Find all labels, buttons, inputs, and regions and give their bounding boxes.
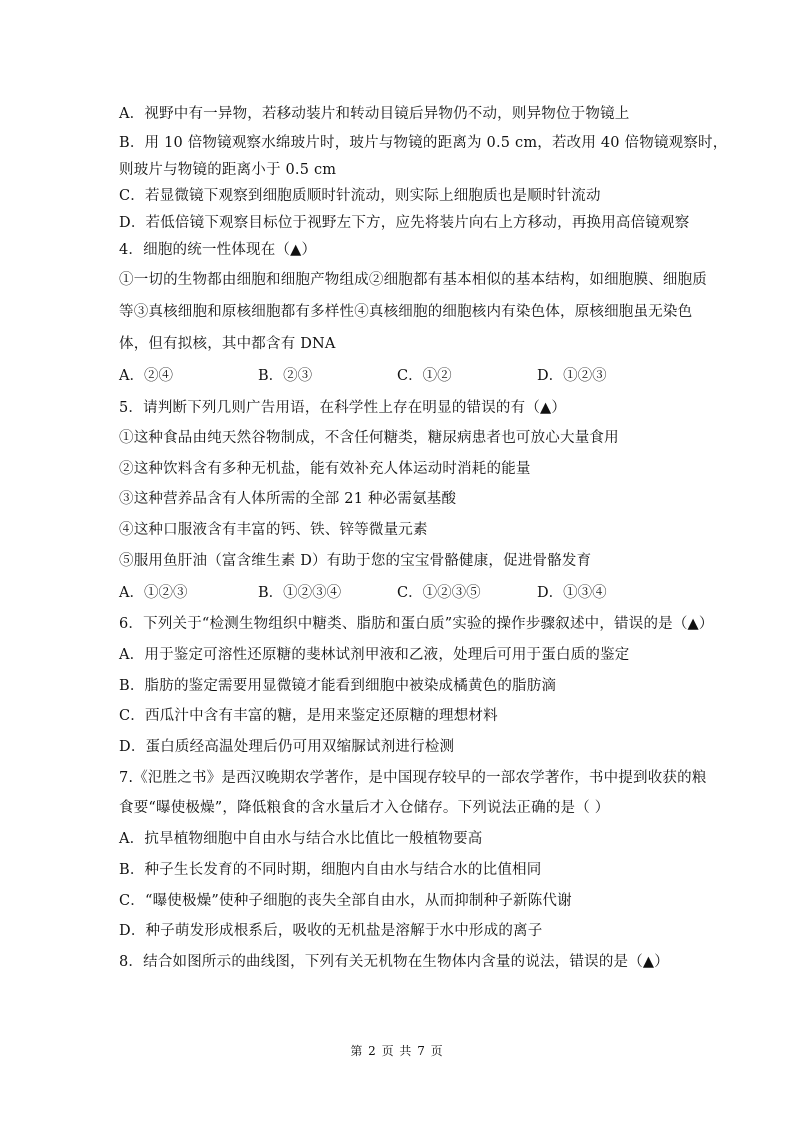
q7-option-a: A．抗旱植物细胞中自由水与结合水比值比一般植物要高	[119, 831, 483, 847]
q5-item-4: ④这种口服液含有丰富的钙、铁、锌等微量元素	[119, 522, 428, 538]
q5-option-b: B．①②③④	[258, 585, 342, 601]
q7-option-c: C．“曝使极燥”使种子细胞的丧失全部自由水，从而抑制种子新陈代谢	[119, 893, 572, 909]
q5-item-1: ①这种食品由纯天然谷物制成，不含任何糖类，糖尿病患者也可放心大量食用	[119, 430, 619, 446]
q5-item-3: ③这种营养品含有人体所需的全部 21 种必需氨基酸	[119, 491, 457, 507]
q6-option-a: A．用于鉴定可溶性还原糖的斐林试剂甲液和乙液，处理后可用于蛋白质的鉴定	[119, 647, 630, 663]
q5-item-2: ②这种饮料含有多种无机盐，能有效补充人体运动时消耗的能量	[119, 461, 531, 477]
q4-stem: 4．细胞的统一性体现在（▲）	[119, 242, 317, 258]
q6-option-d: D．蛋白质经高温处理后仍可用双缩脲试剂进行检测	[119, 739, 455, 755]
q7-option-d: D．种子萌发形成根系后，吸收的无机盐是溶解于水中形成的离子	[119, 923, 543, 939]
q6-option-c: C．西瓜汁中含有丰富的糖，是用来鉴定还原糖的理想材料	[119, 708, 498, 724]
q7-stem-line2: 食要“曝使极燥”，降低粮食的含水量后才入仓储存。下列说法正确的是（ ）	[119, 800, 610, 816]
q4-body-line3: 体，但有拟核，其中都含有 DNA	[119, 336, 336, 352]
q3-option-d: D．若低倍镜下观察目标位于视野左下方，应先将装片向右上方移动，再换用高倍镜观察	[119, 215, 690, 231]
q4-option-b: B．②③	[258, 368, 313, 384]
q8-stem: 8．结合如图所示的曲线图，下列有关无机物在生物体内含量的说法，错误的是（▲）	[119, 954, 669, 970]
q5-option-d: D．①③④	[537, 585, 607, 601]
q4-body-line2: 等③真核细胞和原核细胞都有多样性④真核细胞的细胞核内有染色体，原核细胞虽无染色	[119, 304, 693, 320]
q3-option-a: A．视野中有一异物，若移动装片和转动目镜后异物仍不动，则异物位于物镜上	[119, 106, 630, 122]
q4-option-c: C．①②	[397, 368, 452, 384]
q7-option-b: B．种子生长发育的不同时期，细胞内自由水与结合水的比值相同	[119, 862, 542, 878]
q4-option-a: A．②④	[119, 368, 173, 384]
q3-option-b-line1: B．用 10 倍物镜观察水绵玻片时，玻片与物镜的距离为 0.5 cm，若改用 40 倍物镜观察时，	[119, 135, 728, 151]
q7-stem-line1: 7.《氾胜之书》是西汉晚期农学著作，是中国现存较早的一部农学著作，书中提到收获的粮	[119, 770, 707, 786]
q5-option-a: A．①②③	[119, 585, 188, 601]
q6-option-b: B．脂肪的鉴定需要用显微镜才能看到细胞中被染成橘黄色的脂肪滴	[119, 678, 557, 694]
page-footer: 第 2 页 共 7 页	[350, 1044, 444, 1058]
q6-stem: 6．下列关于“检测生物组织中糖类、脂肪和蛋白质”实验的操作步骤叙述中，错误的是（▲）	[119, 616, 714, 632]
q3-option-b-line2: 则玻片与物镜的距离小于 0.5 cm	[119, 162, 337, 178]
q5-stem: 5．请判断下列几则广告用语，在科学性上存在明显的错误的有（▲）	[119, 400, 567, 416]
q5-item-5: ⑤服用鱼肝油（富含维生素 D）有助于您的宝宝骨骼健康，促进骨骼发育	[119, 553, 592, 569]
q4-body-line1: ①一切的生物都由细胞和细胞产物组成②细胞都有基本相似的基本结构，如细胞膜、细胞质	[119, 272, 707, 288]
q5-option-c: C．①②③⑤	[397, 585, 481, 601]
q4-option-d: D．①②③	[537, 368, 607, 384]
q3-option-c: C．若显微镜下观察到细胞质顺时针流动，则实际上细胞质也是顺时针流动	[119, 188, 601, 204]
